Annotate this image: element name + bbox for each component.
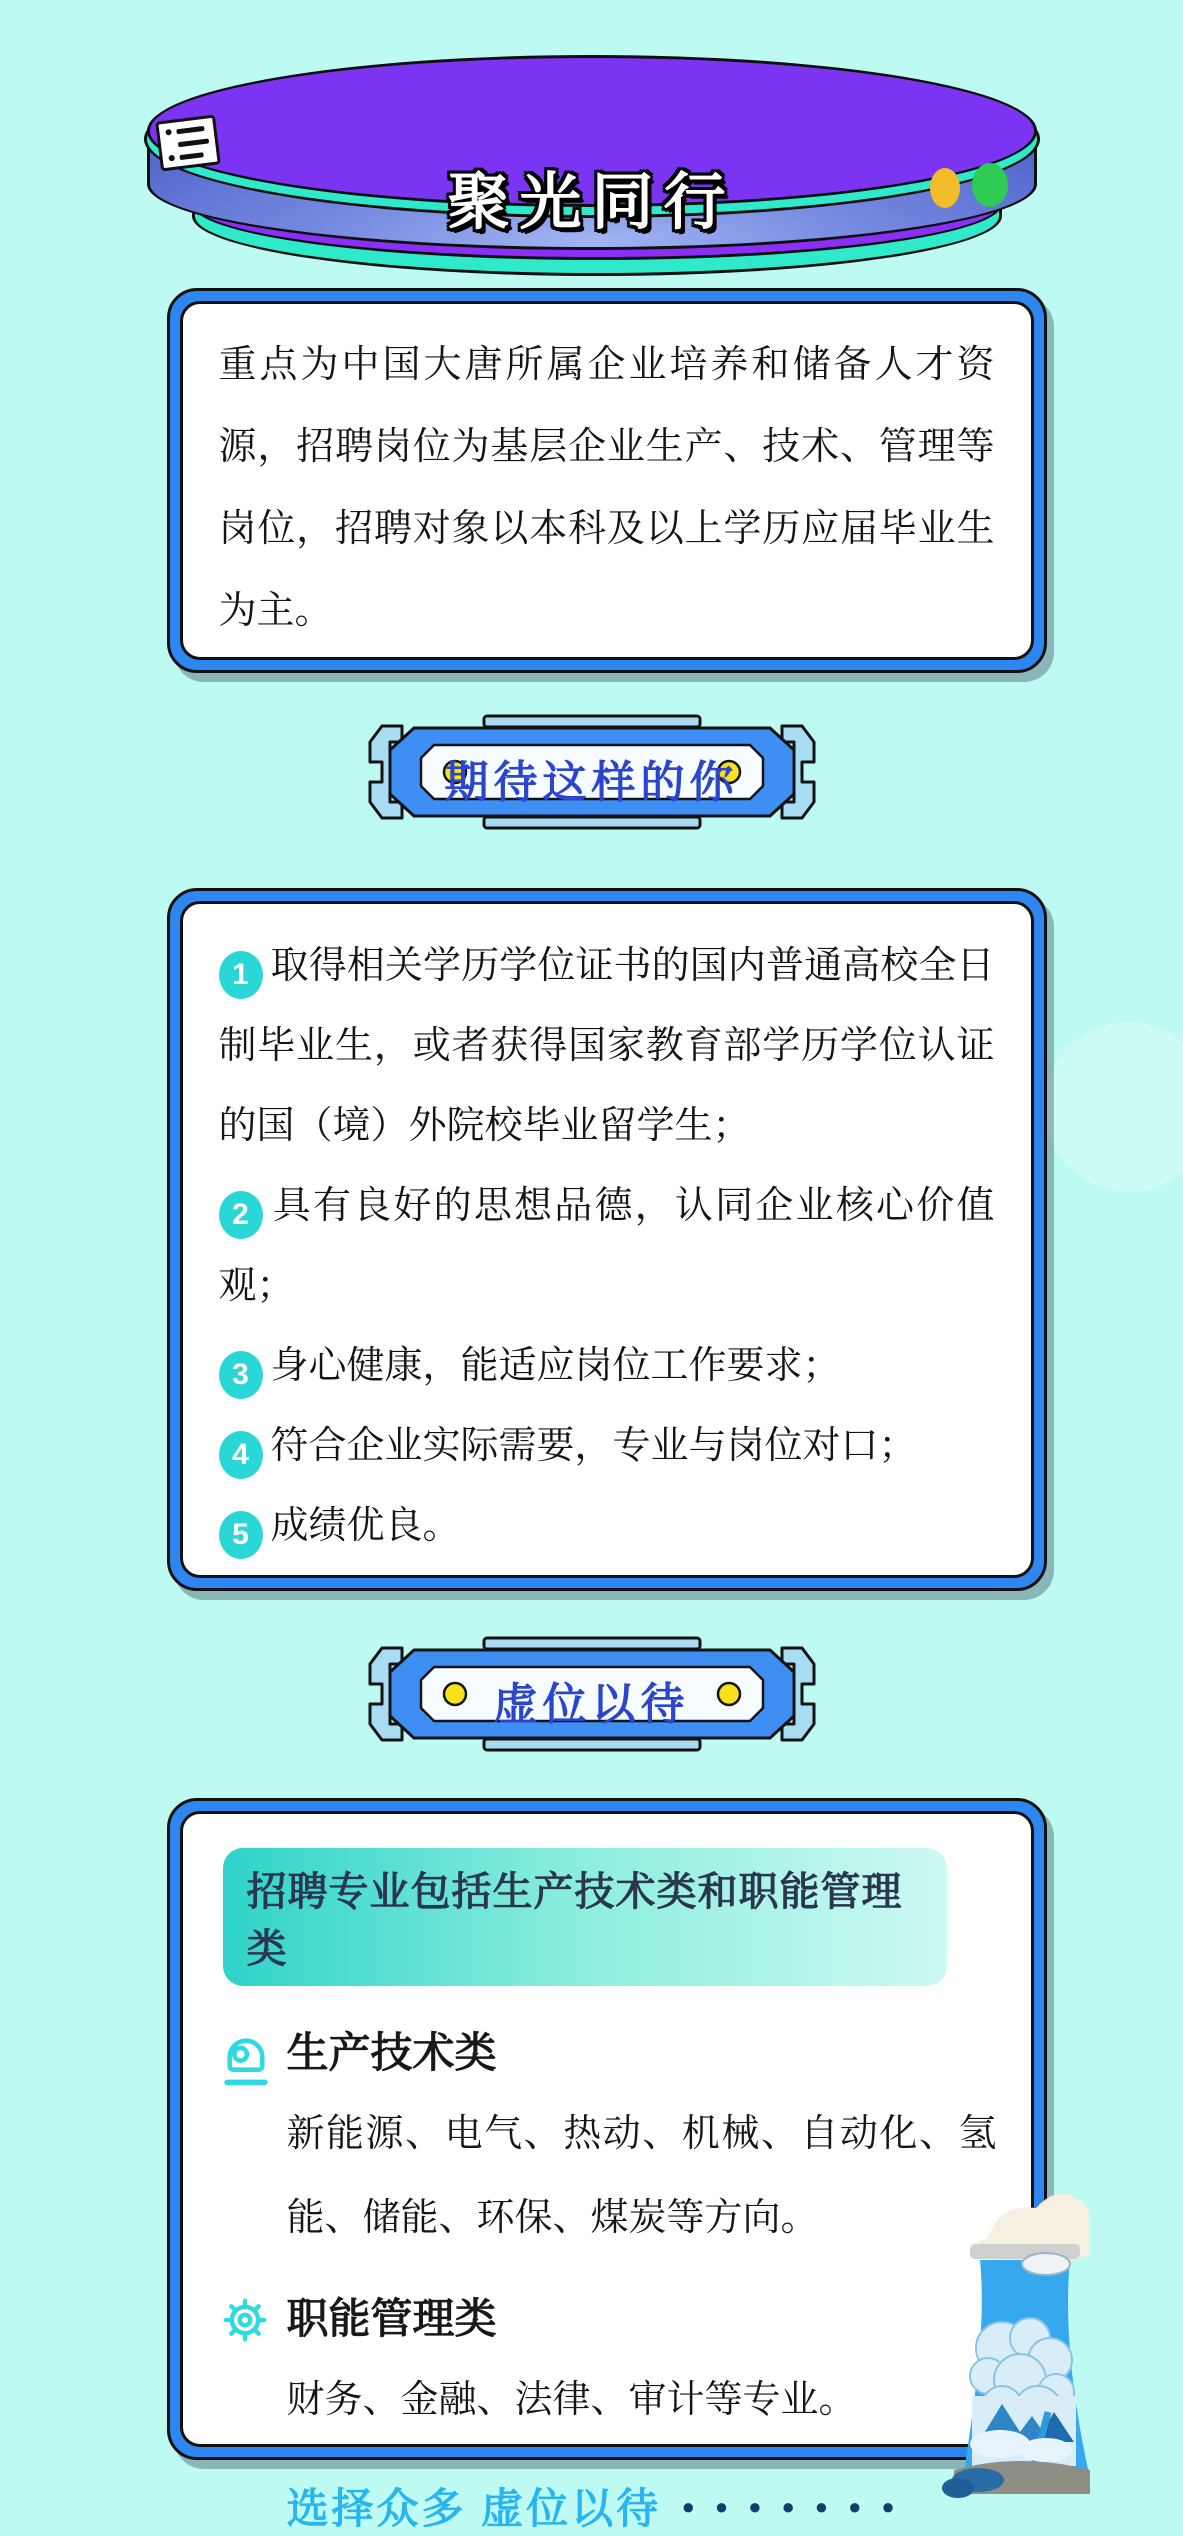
- banner: [92, 0, 1092, 290]
- requirements-card: [167, 888, 1047, 1591]
- requirement-item: [219, 926, 995, 1166]
- footer-line: [287, 2476, 997, 2536]
- section-production-tech: [217, 2020, 997, 2260]
- item-number-badge: 5: [219, 1511, 263, 1559]
- item-text: 成绩优良。: [271, 1505, 461, 1547]
- footer-dots: ●●●●●●●: [682, 2494, 915, 2520]
- banner-title: 聚光同行: [92, 152, 1092, 241]
- list-icon-row: [166, 137, 208, 148]
- gear-icon: [217, 2286, 287, 2442]
- green-dot-icon: [972, 163, 1008, 207]
- item-number-badge: 1: [219, 951, 263, 999]
- item-text: 取得相关学历学位证书的国内普通高校全日制毕业生，或者获得国家教育部学历学位认证的国（境）外院校毕业留学生；: [219, 945, 995, 1147]
- majors-card: [167, 1798, 1047, 2460]
- badge-vacancy: [362, 1634, 822, 1754]
- requirement-item: [219, 1326, 995, 1406]
- item-number-badge: 3: [219, 1351, 263, 1399]
- yellow-dot-icon: [930, 168, 960, 208]
- item-text: 身心健康，能适应岗位工作要求；: [271, 1345, 841, 1387]
- majors-card-inner: [180, 1811, 1034, 2447]
- badge-expect: [362, 712, 822, 832]
- majors-header-pill: 招聘专业包括生产技术类和职能管理类: [223, 1848, 947, 1986]
- item-text: 具有良好的思想品德，认同企业核心价值观；: [219, 1185, 995, 1307]
- badge-vacancy-label: 虚位以待: [362, 1668, 822, 1732]
- requirement-item: [219, 1486, 995, 1566]
- section-title: 职能管理类: [287, 2286, 997, 2346]
- poster-page: [92, 0, 1092, 2494]
- intro-card: [167, 288, 1047, 673]
- section-title: 生产技术类: [287, 2020, 997, 2080]
- item-number-badge: 2: [219, 1191, 263, 1239]
- intro-text: 重点为中国大唐所属企业培养和储备人才资源，招聘岗位为基层企业生产、技术、管理等岗位，招聘对象以本科及以上学历应届毕业生为主。: [219, 324, 995, 652]
- cooling-tower-illustration: [950, 2180, 1092, 2494]
- item-text: 符合企业实际需要，专业与岗位对口；: [271, 1425, 917, 1467]
- badge-expect-label: 期待这样的你: [362, 746, 822, 810]
- section-body: 财务、金融、法律、审计等专业。: [287, 2358, 997, 2442]
- list-icon-row: [165, 125, 207, 136]
- item-number-badge: 4: [219, 1431, 263, 1479]
- section-body: 新能源、电气、热动、机械、自动化、氢能、储能、环保、煤炭等方向。: [287, 2092, 997, 2260]
- section-content: [287, 2020, 997, 2260]
- section-content: [287, 2286, 997, 2442]
- intro-card-inner: [180, 301, 1034, 660]
- requirement-item: [219, 1166, 995, 1326]
- requirement-item: [219, 1406, 995, 1486]
- alarm-lamp-icon: [217, 2020, 287, 2260]
- decor-bubble: [1044, 1022, 1183, 1192]
- requirements-card-inner: [180, 901, 1034, 1578]
- section-management: [217, 2286, 997, 2442]
- footer-highlight: 选择众多 虚位以待: [287, 2485, 662, 2532]
